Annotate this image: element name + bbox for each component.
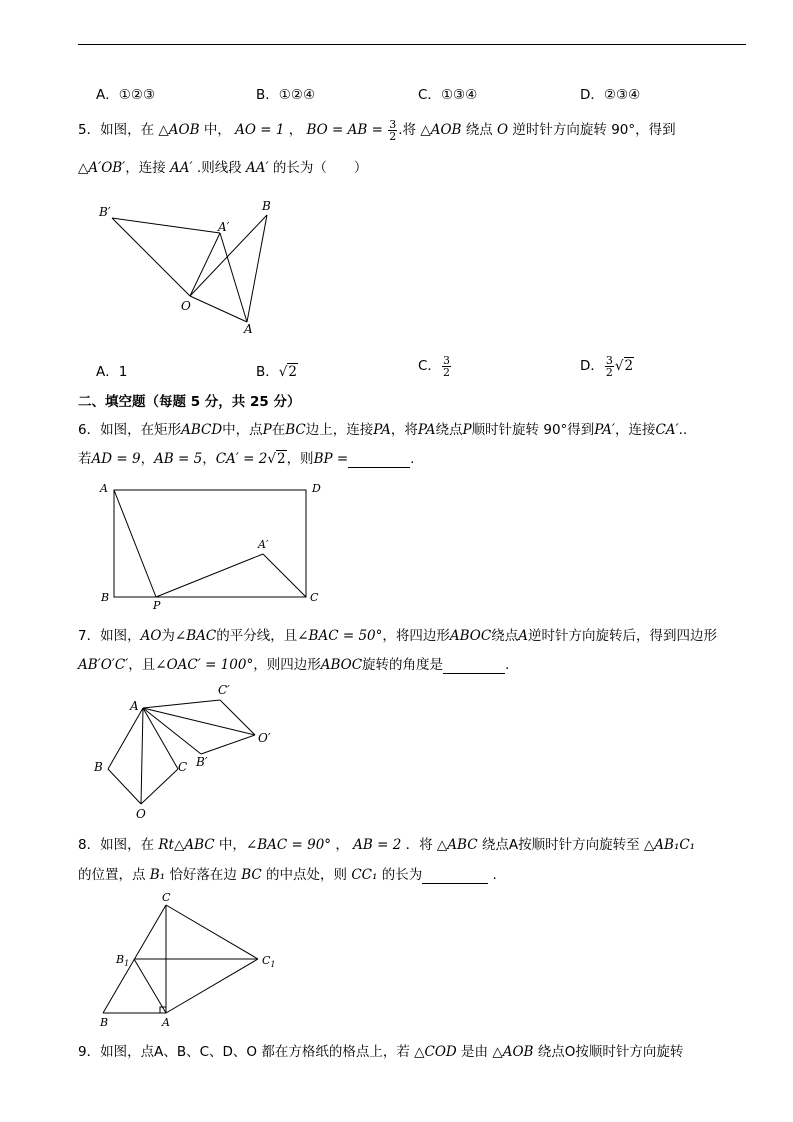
q7-label-b: B (94, 760, 103, 774)
q4-option-b[interactable]: B．①②④ (256, 87, 316, 103)
q6-label-p: P (153, 599, 161, 612)
q7-label-a: A (130, 699, 139, 713)
q6-label-c: C (310, 591, 319, 604)
q5-option-a[interactable]: A．1 (96, 364, 128, 380)
q5-label-o: O (181, 299, 191, 313)
q6-label-d: D (312, 482, 321, 495)
q8-label-b1: $B_1$ (116, 953, 130, 968)
q6-text-line1: 6．如图，在矩形ABCD中，点P在BC边上，连接PA，将PA绕点P顺时针旋转 90°得到PA′，连接CA′.. (78, 422, 688, 438)
q7-text-line1: 7．如图，AO为∠BAC的平分线，且∠BAC = 50°，将四边形ABOC绕点A逆时针方向旋转后，得到四边形 (78, 628, 717, 644)
q7-label-bprime: B′ (196, 755, 208, 769)
section-title: 二、填空题（每题 5 分，共 25 分） (78, 394, 301, 410)
q5-diagram (95, 195, 285, 340)
q8-text-line2: 的位置，点 B₁ 恰好落在边 BC 的中点处，则 CC₁ 的长为 . (78, 867, 497, 883)
header-rule (78, 44, 746, 45)
q4-option-a[interactable]: A．①②③ (96, 87, 156, 103)
q6-text-line2: 若AD = 9，AB = 5，CA′ = 2√2，则BP = . (78, 451, 415, 467)
q5-label-bprime: B′ (99, 205, 111, 219)
q5-text-line2: △A′OB′，连接 AA′ .则线段 AA′ 的长为（ ） (78, 160, 368, 176)
q8-label-c: C (162, 891, 171, 904)
q7-diagram (90, 680, 290, 820)
q5-label-b: B (262, 199, 271, 213)
q5-option-d[interactable]: D． $\frac{3}{2}$ √2 (580, 353, 634, 379)
q6-label-b: B (101, 591, 110, 604)
q7-label-c: C (178, 760, 188, 774)
q4-option-c[interactable]: C．①③④ (418, 87, 478, 103)
q7-label-oprime: O′ (258, 731, 271, 745)
q9-text-line1: 9．如图，点A、B、C、D、O 都在方格纸的格点上，若 △COD 是由 △AOB 绕点O按顺时针方向旋转 (78, 1044, 684, 1060)
q6-answer-blank[interactable] (348, 451, 410, 468)
q8-label-a: A (162, 1016, 170, 1029)
q8-label-c1: $C_1$ (262, 954, 276, 969)
q6-label-aprime: A′ (258, 538, 269, 551)
q8-answer-blank[interactable] (422, 867, 488, 884)
q6-label-a: A (100, 482, 108, 495)
q7-text-line2: AB′O′C′，且∠OAC′ = 100°，则四边形ABOC旋转的角度是 . (78, 657, 510, 673)
q5-label-aprime: A′ (218, 220, 230, 234)
q5-text-line1: 5．如图，在 △AOB 中， AO = 1 ， BO = AB = $\frac{3}{2}$ .将 △AOB 绕点 O 逆时针方向旋转 90°，得到 (78, 117, 676, 143)
q8-text-line1: 8．如图，在 Rt△ABC 中，∠BAC = 90° ， AB = 2 ．将 △ABC 绕点A按顺时针方向旋转至 △AB₁C₁ (78, 837, 696, 853)
q5-option-c[interactable]: C． $\frac{3}{2}$ (418, 353, 450, 379)
q7-label-o: O (136, 807, 146, 821)
q4-option-d[interactable]: D．②③④ (580, 87, 641, 103)
q7-answer-blank[interactable] (443, 657, 505, 674)
q8-label-b: B (100, 1016, 109, 1029)
q6-diagram (96, 478, 336, 613)
q5-fraction: $\frac{3}{2}$ (389, 117, 397, 143)
q8-diagram (96, 888, 296, 1033)
q5-label-a: A (244, 322, 253, 336)
q7-label-cprime: C′ (218, 683, 230, 697)
q5-option-b[interactable]: B．√2 (256, 364, 297, 380)
